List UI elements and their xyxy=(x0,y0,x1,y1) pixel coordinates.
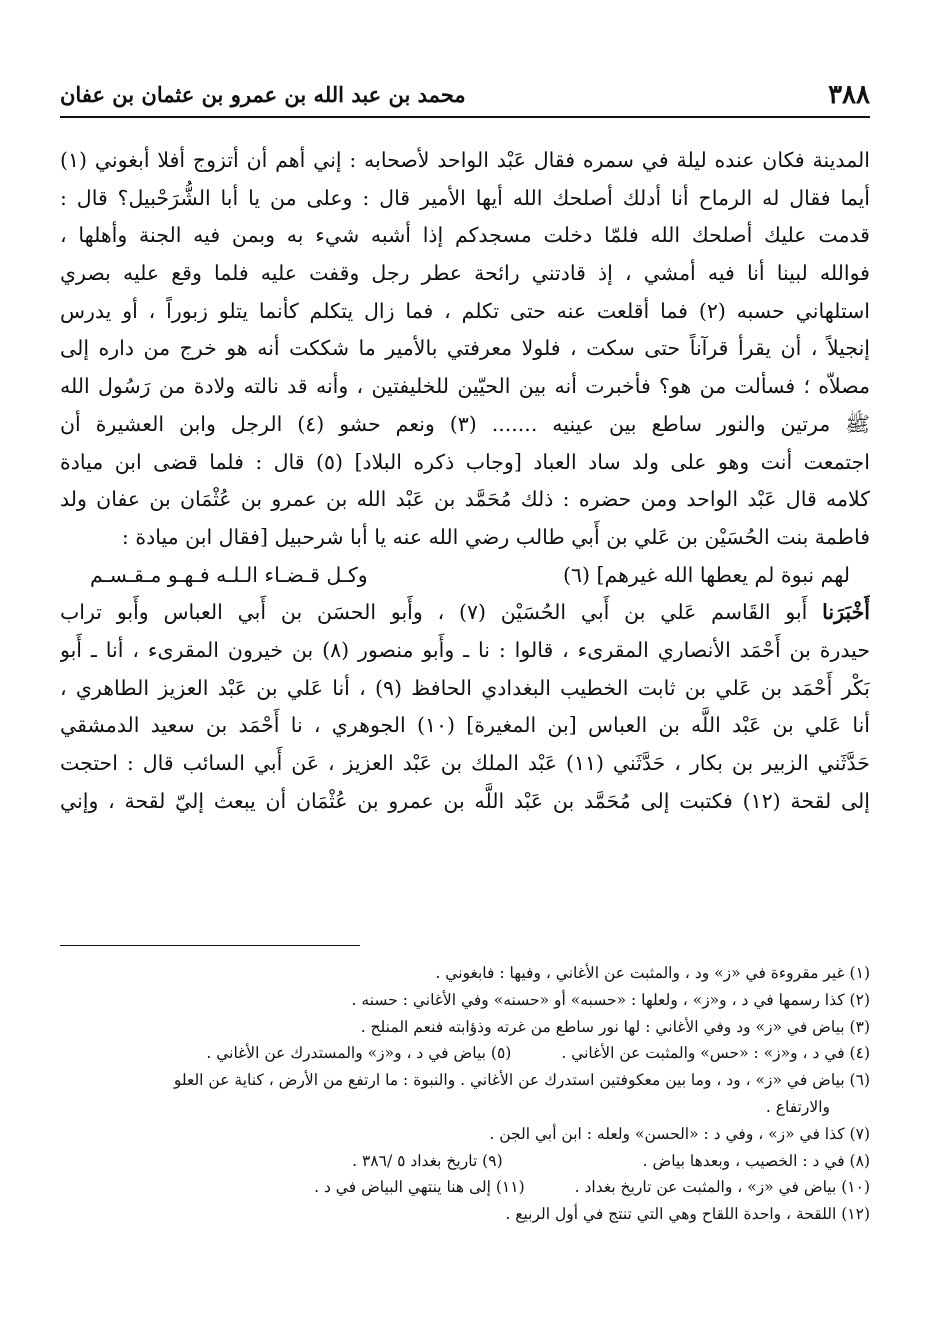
isnad-text: أَبو القَاسم عَلي بن أَبي الحُسَيْن (٧) ، وأَبو الحسَن بن أَبي العباس وأَبو تراب xyxy=(60,600,808,625)
footnote-row xyxy=(60,1040,870,1067)
poetry-verse xyxy=(60,557,870,595)
page-number: ٣٨٨ xyxy=(828,80,870,110)
text-line: مصلاّه ؛ فسألت من هو؟ فأخبرت أنه بين الحيّين للخليفتين ، وأنه قد نالته ولادة من رَسُول الله xyxy=(60,374,870,399)
verse-first-hemistich: لهم نبوة لم يعطها الله غيرهم] (٦) xyxy=(562,562,850,587)
text-line: إنجيلاً ، أن يقرأ قرآناً حتى سكت ، فلولا معرفتي بالأمير ما شككت أنه هو خرج من داره إلى xyxy=(60,336,870,361)
footnote-4: (٤) في د ، و«ز» : «حس» والمثبت عن الأغاني . xyxy=(561,1044,870,1063)
header-rule xyxy=(60,116,870,118)
text-line: أيما فقال له الرماح أنا أدلك أصلحك الله أيها الأمير قال : وعلى من يا أبا الشُّرَحْبيل؟ قال : xyxy=(60,185,870,210)
footnote-5: (٥) بياض في د ، و«ز» والمستدرك عن الأغاني . xyxy=(206,1044,512,1063)
text-line: إلى لقحة (١٢) فكتبت إلى مُحَمَّد بن عَبْد اللَّه بن عمرو بن عُثْمَان أن يبعث إليّ لقحة ، وإني xyxy=(60,788,870,813)
footnote-row xyxy=(60,1148,870,1175)
running-title: محمد بن عبد الله بن عمرو بن عثمان بن عفان xyxy=(60,82,466,107)
footnote-1: (١) غير مقروءة في «ز» ود ، والمثبت عن الأغاني ، وفيها : فابغوني . xyxy=(435,964,870,982)
text-line: فاطمة بنت الحُسَيْن بن عَلي بن أَبي طالب رضي الله عنه يا أبا شرحبيل [فقال ابن ميادة : xyxy=(121,524,870,549)
main-text xyxy=(60,142,870,820)
text-line: فوالله لبينا أنا فيه أمشي ، إذ قادتني رائحة عطر رجل وقفت عليه فلما وقع عليه بصري xyxy=(60,261,870,286)
text-line: بَكْر أَحْمَد بن عَلي بن ثابت الخطيب البغدادي الحافظ (٩) ، أنا عَلي بن عَبْد العزيز الطاهري ، xyxy=(60,675,870,700)
text-line: كلامه قال عَبْد الواحد ومن حضره : ذلك مُحَمَّد بن عَبْد الله بن عمرو بن عُثْمَان بن عفان ولد xyxy=(60,487,870,512)
text-line: المدينة فكان عنده ليلة في سمره فقال عَبْد الواحد لأصحابه : إني أهم أن أتزوج أفلا أبغوني (١) xyxy=(60,148,870,172)
text-line: اجتمعت أنت وهو على ولد ساد العباد [وجاب ذكره البلاد] (٥) قال : فلما قضى ابن ميادة xyxy=(60,449,870,474)
footnote-separator xyxy=(60,945,360,946)
footnote-6-continuation: والارتفاع . xyxy=(765,1097,830,1116)
footnote-2: (٢) كذا رسمها في د ، و«ز» ، ولعلها : «حسبه» أو «حسنه» وفي الأغاني : حسنه . xyxy=(351,990,870,1009)
footnote-row xyxy=(60,1174,870,1201)
footnote-6: (٦) بياض في «ز» ، ود ، وما بين معكوفتين استدرك عن الأغاني . والنبوة : ما ارتفع من الأرض ، كناية عن العلو xyxy=(173,1071,870,1090)
footnotes xyxy=(60,960,870,1228)
text-line: قدمت عليك أصلحك الله فلمّا دخلت مسجدكم إذا أشبه شيء به وبمن فيه الجنة وأهلها ، xyxy=(60,223,870,248)
footnote-10: (١٠) بياض في «ز» ، والمثبت عن تاريخ بغداد . xyxy=(574,1178,870,1197)
footnote-11: (١١) إلى هنا ينتهي البياض في د . xyxy=(314,1178,525,1197)
text-line: ﷺ مرتين والنور ساطع بين عينيه ....... (٣) ونعم حشو (٤) الرجل وابن العشيرة أن xyxy=(60,411,870,436)
text-line: حيدرة بن أَحْمَد الأنصاري المقرىء ، قالوا : نا ـ وأَبو منصور (٨) بن خيرون المقرىء ، أنا ـ أَبو xyxy=(60,637,870,662)
text-line: حَدَّثَني الزبير بن بكار ، حَدَّثَني (١١) عَبْد الملك بن عَبْد العزيز ، عَن أَبي السائب قال : احتجت xyxy=(60,751,870,775)
text-line: استلهاني حسبه (٢) فما أقلعت عنه حتى تكلم ، فما زال يتكلم كأنما يتلو زبوراً ، أو يدرس xyxy=(60,298,870,323)
text-line: أنا عَلي بن عَبْد اللَّه بن العباس [بن المغيرة] (١٠) الجوهري ، نا أَحْمَد بن سعيد الدمشقي xyxy=(60,713,870,738)
akhbarana-keyword: أَخْبَرَنا xyxy=(822,600,870,625)
footnote-7: (٧) كذا في «ز» ، وفي د : «الحسن» ولعله : ابن أبي الجن . xyxy=(489,1124,870,1143)
footnote-3: (٣) بياض في «ز» ود وفي الأغاني : لها نور ساطع من غرته وذؤابته فنعم المنلح . xyxy=(360,1017,870,1036)
footnote-9: (٩) تاريخ بغداد ٥ /٣٨٦ . xyxy=(352,1151,503,1170)
footnote-8: (٨) في د : الخصيب ، وبعدها بياض . xyxy=(642,1151,870,1170)
footnote-12: (١٢) اللقحة ، واحدة اللقاح وهي التي تنتج في أول الربيع . xyxy=(505,1205,870,1224)
isnad-line xyxy=(60,594,870,632)
page-header xyxy=(60,74,870,114)
verse-second-hemistich: وكـل قـضـاء الـلـه فـهـو مـقـسـم xyxy=(90,562,368,587)
